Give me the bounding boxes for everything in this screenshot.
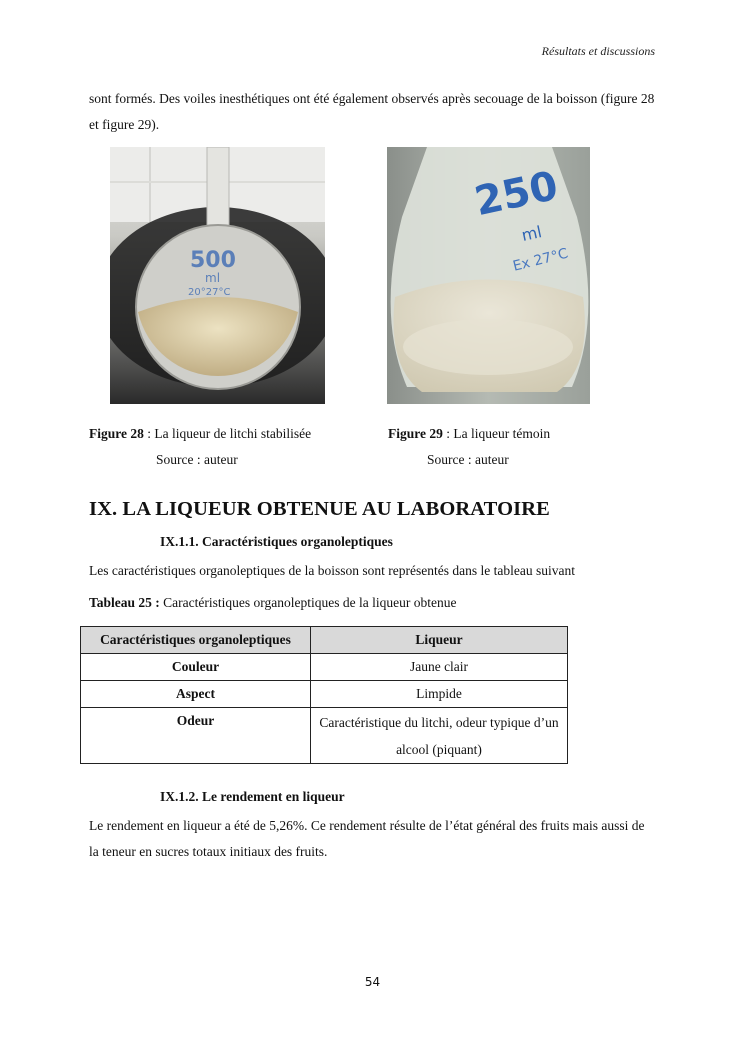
table-row [81, 681, 568, 708]
flask-volume-label-28: 500 [190, 248, 236, 273]
table-value-cell: Limpide [311, 681, 568, 708]
table-label: Tableau 25 : [89, 595, 160, 610]
table-header-cell: Caractéristiques organoleptiques [81, 627, 311, 654]
figure-28-caption [89, 424, 311, 444]
flask-temp-label-29: Ex 27°C [511, 245, 570, 275]
figure-28-caption-text: : La liqueur de litchi stabilisée [143, 426, 312, 441]
intro-paragraph: sont formés. Des voiles inesthétiques ont été également observés après secouage de la boisson (figure 28 et figure 29). [89, 91, 655, 132]
figure-29-label: Figure 29 [388, 426, 443, 441]
flask-temp-label-28: 20°27°C [188, 287, 231, 298]
table-key-cell: Aspect [81, 681, 311, 708]
table-row [81, 654, 568, 681]
table-key-cell: Couleur [81, 654, 311, 681]
subsection-heading-2: IX.1.2. Le rendement en liqueur [160, 789, 345, 804]
table-row [81, 708, 568, 764]
subsection-heading-1: IX.1.1. Caractéristiques organoleptiques [160, 534, 393, 549]
table-value-cell: Caractéristique du litchi, odeur typique d’un alcool (piquant) [311, 708, 568, 764]
figure-29-source: Source : auteur [427, 452, 509, 467]
figure-29-photo [387, 147, 590, 404]
table-caption [89, 592, 456, 614]
page-number: 54 [364, 975, 381, 989]
table-header-cell: Liqueur [311, 627, 568, 654]
flask-unit-label-29: ml [519, 222, 544, 245]
table-key-cell: Odeur [81, 708, 311, 764]
flask-unit-label-28: ml [205, 271, 221, 285]
subsection-1-text: Les caractéristiques organoleptiques de la boisson sont représentés dans le tableau suivant [89, 563, 575, 578]
table-caption-text: Caractéristiques organoleptiques de la liqueur obtenue [159, 595, 457, 610]
figure-28-label: Figure 28 [89, 426, 144, 441]
figure-28-source: Source : auteur [156, 452, 238, 467]
flask-volume-label-29: 250 [470, 162, 562, 226]
subsection-2-text: Le rendement en liqueur a été de 5,26%. Ce rendement résulte de l’état général des fruits mais aussi de la teneur en sucres totaux initiaux des fruits. [89, 818, 645, 859]
organoleptic-table [80, 626, 568, 764]
running-header: Résultats et discussions [541, 44, 655, 58]
table-header-row [81, 627, 568, 654]
figure-29-caption [388, 424, 550, 444]
section-heading: IX. LA LIQUEUR OBTENUE AU LABORATOIRE [89, 498, 550, 520]
table-value-cell: Jaune clair [311, 654, 568, 681]
figure-28-photo [110, 147, 325, 404]
figure-29-caption-text: : La liqueur témoin [442, 426, 551, 441]
